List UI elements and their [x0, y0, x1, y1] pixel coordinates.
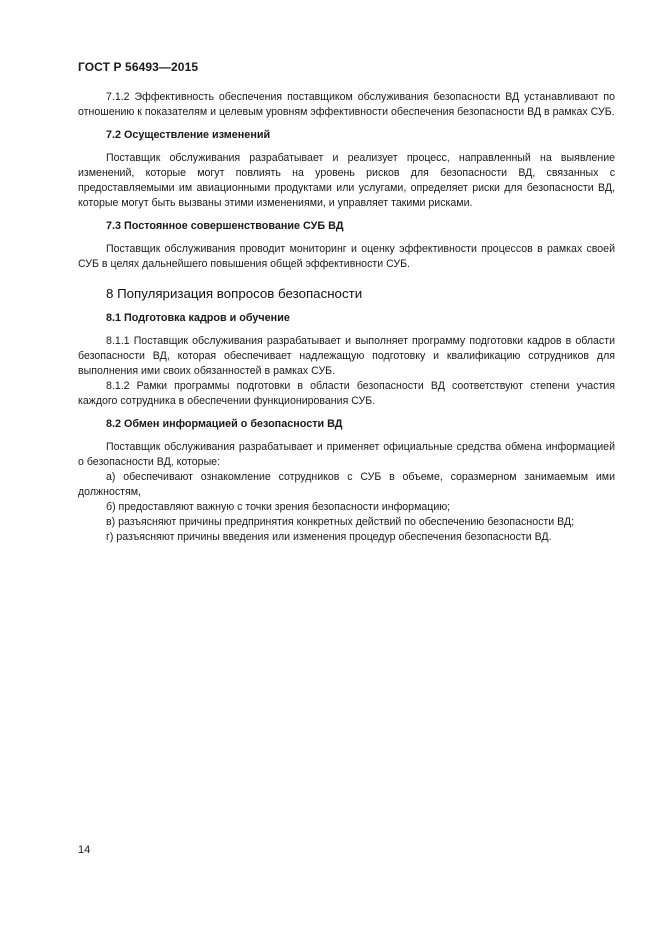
heading-8: 8 Популяризация вопросов безопасности	[106, 286, 363, 301]
paragraph-7-1-2: 7.1.2 Эффективность обеспечения поставщиком обслуживания безопасности ВД устанавливают по отношению к показателям и целевым уровням эффективности обеспечения безопасности ВД в рамках СУБ.	[78, 91, 615, 118]
paragraph-7-2: Поставщик обслуживания разрабатывает и реализует процесс, направленный на выявление изменений, которые могут повлиять на уровень рисков для безопасности ВД, связанных с предоставляемыми им авиационными продуктами или услугами, определяет риски для безопасности ВД, которые могут быть вызваны этими изменениями, и управляет такими рисками.	[78, 152, 615, 209]
list-item-b: б) предоставляют важную с точки зрения безопасности информацию;	[106, 501, 451, 513]
heading-8-2: 8.2 Обмен информацией о безопасности ВД	[106, 418, 343, 430]
paragraph-7-3: Поставщик обслуживания проводит мониторинг и оценку эффективности процессов в рамках своей СУБ в целях дальнейшего повышения общей эффективности СУБ.	[78, 243, 615, 270]
list-item-g: г) разъясняют причины введения или изменения процедур обеспечения безопасности ВД.	[106, 531, 552, 543]
document-body	[78, 90, 615, 545]
list-item-v: в) разъясняют причины предпринятия конкретных действий по обеспечению безопасности ВД;	[106, 516, 575, 528]
heading-8-1: 8.1 Подготовка кадров и обучение	[106, 312, 290, 324]
heading-7-3: 7.3 Постоянное совершенствование СУБ ВД	[106, 220, 344, 232]
paragraph-8-2: Поставщик обслуживания разрабатывает и применяет официальные средства обмена информацией о безопасности ВД, которые:	[78, 441, 615, 468]
document-code: ГОСТ Р 56493—2015	[78, 60, 199, 74]
heading-7-2: 7.2 Осуществление изменений	[106, 129, 271, 141]
page-number: 14	[78, 844, 91, 856]
list-item-a: а) обеспечивают ознакомление сотрудников с СУБ в объеме, соразмерном занимаемым ими должностям,	[78, 471, 615, 498]
paragraph-8-1-1: 8.1.1 Поставщик обслуживания разрабатывает и выполняет программу подготовки кадров в области безопасности ВД, которая обеспечивает надлежащую подготовку и квалификацию сотрудников для выполнения ими своих обязанностей в рамках СУБ.	[78, 335, 615, 377]
paragraph-8-1-2: 8.1.2 Рамки программы подготовки в области безопасности ВД соответствуют степени участия каждого сотрудника в обеспечении функционирования СУБ.	[78, 380, 615, 407]
